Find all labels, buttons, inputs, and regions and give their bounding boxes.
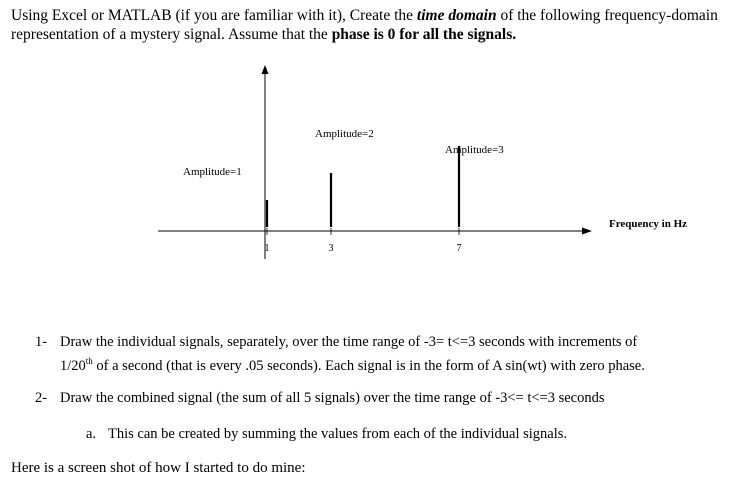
frequency-spectrum-diagram <box>0 60 751 270</box>
item-1-fraction: 1/20 <box>60 357 86 374</box>
outro-text: Here is a screen shot of how I started to do mine: <box>11 460 306 476</box>
chart-marks <box>183 128 504 254</box>
item-1-superscript: th <box>85 356 93 366</box>
item-2-number: 2- <box>35 390 48 406</box>
intro-emphasis: time domain <box>416 7 497 24</box>
x-axis-label: Frequency in Hz <box>609 218 688 230</box>
x-tick-label-7: 7 <box>456 243 462 254</box>
intro-text-2: of the following frequency-domain representation of a mystery signal. Assume that the <box>11 7 718 43</box>
intro-bold: phase is 0 for all the signals. <box>331 26 517 43</box>
x-tick-label-3: 3 <box>328 243 334 254</box>
item-2-text: Draw the combined signal (the sum of all 5 signals) over the time range of -3<= t<=3 seconds <box>60 390 605 406</box>
item-1-line-1: Draw the individual signals, separately, over the time range of -3= t<=3 seconds with increments of <box>60 334 638 350</box>
item-1 <box>60 333 740 376</box>
amplitude-label-7: Amplitude=3 <box>445 144 504 156</box>
item-1-number: 1- <box>35 334 48 350</box>
item-1-rest: of a second (that is every .05 seconds). Each signal is in the form of A sin(wt) with zero phase. <box>92 357 645 374</box>
amplitude-label-1: Amplitude=1 <box>183 166 242 178</box>
item-a-text: This can be created by summing the values from each of the individual signals. <box>108 426 568 442</box>
chart-axes <box>158 65 687 259</box>
y-axis-arrow-icon <box>262 65 269 74</box>
x-tick-label-1: 1 <box>264 243 270 254</box>
item-a-number: a. <box>86 426 97 442</box>
amplitude-label-3: Amplitude=2 <box>315 128 374 140</box>
item-1-line-2 <box>60 352 740 376</box>
x-axis-arrow-icon <box>582 228 592 235</box>
intro-text-1: Using Excel or MATLAB (if you are familiar with it), Create the <box>11 7 417 24</box>
intro-paragraph <box>11 6 741 44</box>
